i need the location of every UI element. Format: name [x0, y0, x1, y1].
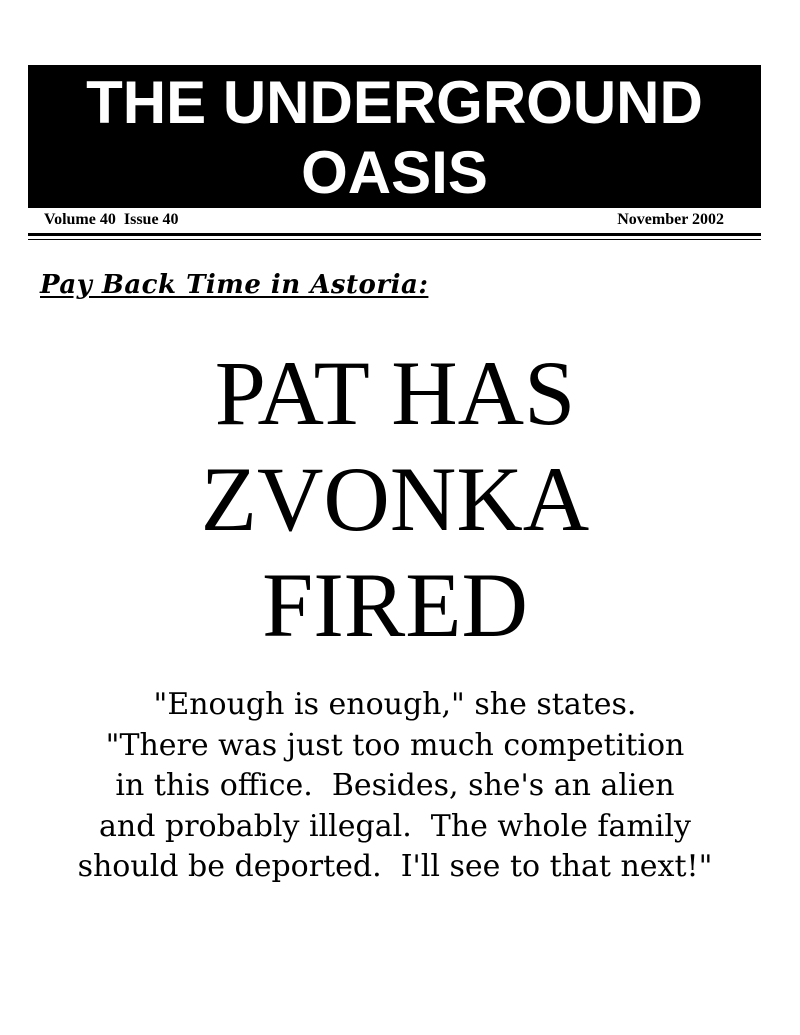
article-quote	[0, 685, 790, 888]
article-kicker: Pay Back Time in Astoria:	[40, 270, 429, 300]
quote-line-5: should be deported. I'll see to that next!"	[77, 849, 713, 884]
masthead-banner	[28, 65, 761, 208]
header-divider-thin	[28, 239, 761, 240]
header-divider-thick	[28, 233, 761, 236]
volume-issue-label: Volume 40 Issue 40	[44, 211, 179, 228]
quote-line-2: "There was just too much competition	[105, 727, 685, 763]
quote-line-4: and probably illegal. The whole family	[99, 808, 691, 844]
masthead-title-line-2: OASIS	[301, 139, 488, 206]
headline-line-2: ZVONKA	[200, 448, 590, 550]
issue-date: November 2002	[617, 211, 724, 228]
quote-line-1: "Enough is enough," she states.	[153, 687, 637, 722]
article-headline	[0, 340, 790, 658]
quote-line-3: in this office. Besides, she's an alien	[115, 768, 675, 803]
masthead-title-line-1: THE UNDERGROUND	[86, 69, 703, 136]
headline-line-1: PAT HAS	[214, 342, 576, 444]
headline-line-3: FIRED	[262, 554, 528, 656]
